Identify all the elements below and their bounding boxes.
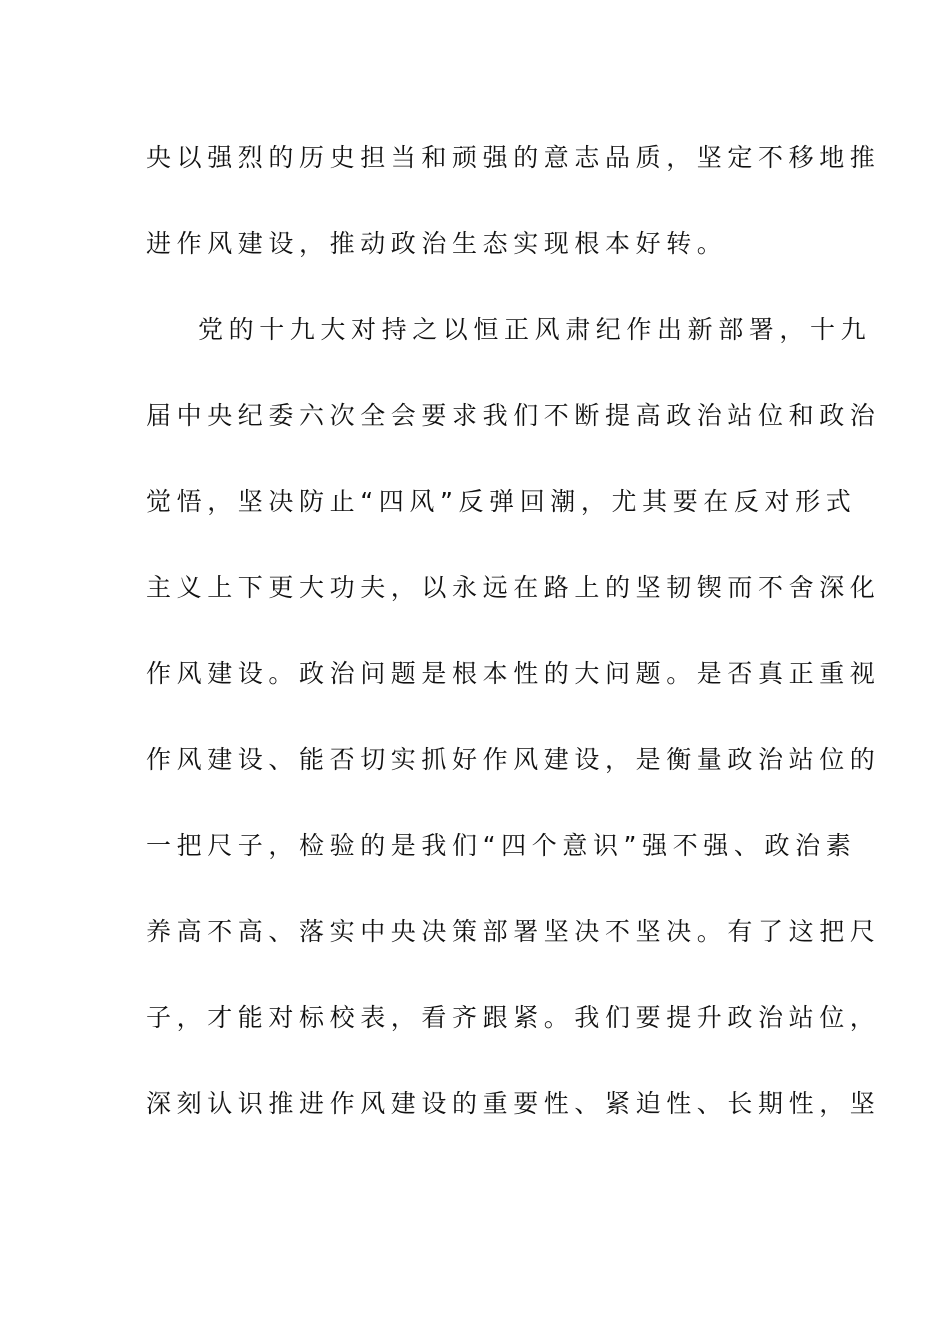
text-line: 主义上下更大功夫，以永远在路上的坚韧锲而不舍深化	[146, 573, 881, 602]
text-line: 养高不高、落实中央决策部署坚决不坚决。有了这把尺	[146, 917, 881, 946]
text-line: 作风建设。政治问题是根本性的大问题。是否真正重视	[146, 659, 881, 688]
text-line: 觉悟，坚决防止“四风”反弹回潮，尤其要在反对形式	[146, 487, 857, 516]
text-line: 进作风建设，推动政治生态实现根本好转。	[146, 229, 728, 258]
text-line: 届中央纪委六次全会要求我们不断提高政治站位和政治	[146, 401, 881, 430]
text-line: 深刻认识推进作风建设的重要性、紧迫性、长期性，坚	[146, 1089, 881, 1118]
text-line: 央以强烈的历史担当和顽强的意志品质，坚定不移地推	[146, 143, 881, 172]
text-line: 作风建设、能否切实抓好作风建设，是衡量政治站位的	[146, 745, 881, 774]
text-line: 一把尺子，检验的是我们“四个意识”强不强、政治素	[146, 831, 857, 860]
paragraph-first-line: 党的十九大对持之以恒正风肃纪作出新部署，十九	[198, 315, 872, 344]
text-line: 子，才能对标校表，看齐跟紧。我们要提升政治站位，	[146, 1003, 881, 1032]
